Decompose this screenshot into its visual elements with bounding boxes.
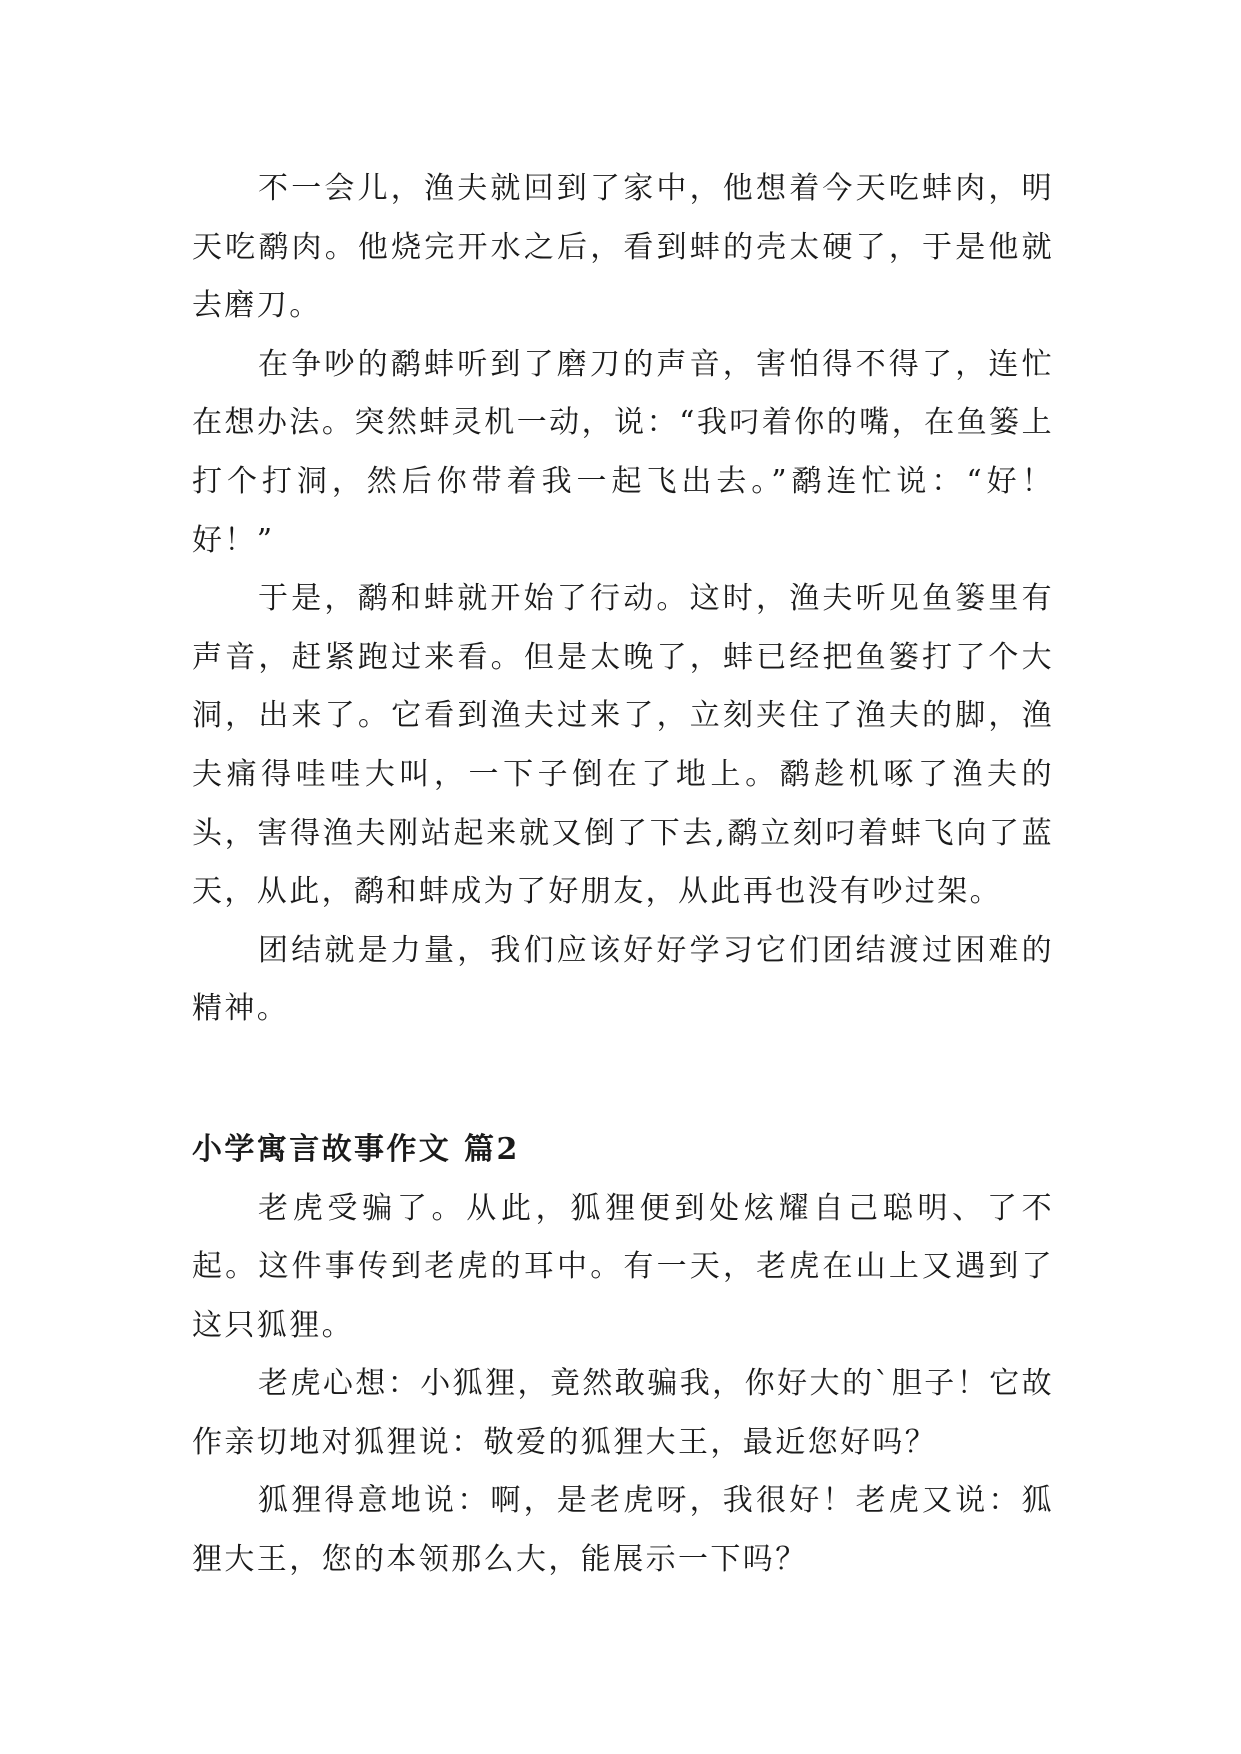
paragraph: 于是，鹬和蚌就开始了行动。这时，渔夫听见鱼篓里有声音，赶紧跑过来看。但是太晚了，蚌已经把鱼篓打了个大洞，出来了。它看到渔夫过来了，立刻夹住了渔夫的脚，渔夫痛得哇哇大叫，一下子倒在了地上。鹬趁机啄了渔夫的头，害得渔夫刚站起来就又倒了下去,鹬立刻叼着蚌飞向了蓝天，从此，鹬和蚌成为了好朋友，从此再也没有吵过架。 — [192, 581, 1054, 910]
paragraph: 狐狸得意地说：啊，是老虎呀，我很好！老虎又说：狐狸大王，您的本领那么大，能展示一下吗？ — [192, 1483, 1054, 1578]
document-page — [192, 160, 1054, 1590]
story-1 — [192, 160, 1054, 1039]
paragraph: 老虎受骗了。从此，狐狸便到处炫耀自己聪明、了不起。这件事传到老虎的耳中。有一天，老虎在山上又遇到了这只狐狸。 — [192, 1190, 1054, 1343]
paragraph: 老虎心想：小狐狸，竟然敢骗我，你好大的`胆子！它故作亲切地对狐狸说：敬爱的狐狸大王，最近您好吗？ — [192, 1366, 1054, 1460]
paragraph: 团结就是力量，我们应该好好学习它们团结渡过困难的精神。 — [192, 932, 1054, 1027]
section-heading: 小学寓言故事作文 篇2 — [192, 1131, 520, 1167]
story-2 — [192, 1121, 1054, 1590]
paragraph: 不一会儿，渔夫就回到了家中，他想着今天吃蚌肉，明天吃鹬肉。他烧完开水之后，看到蚌的壳太硬了，于是他就去磨刀。 — [192, 171, 1054, 324]
paragraph: 在争吵的鹬蚌听到了磨刀的声音，害怕得不得了，连忙在想办法。突然蚌灵机一动，说：“我叼着你的嘴，在鱼篓上打个打洞，然后你带着我一起飞出去。”鹬连忙说：“好！好！” — [192, 346, 1054, 558]
